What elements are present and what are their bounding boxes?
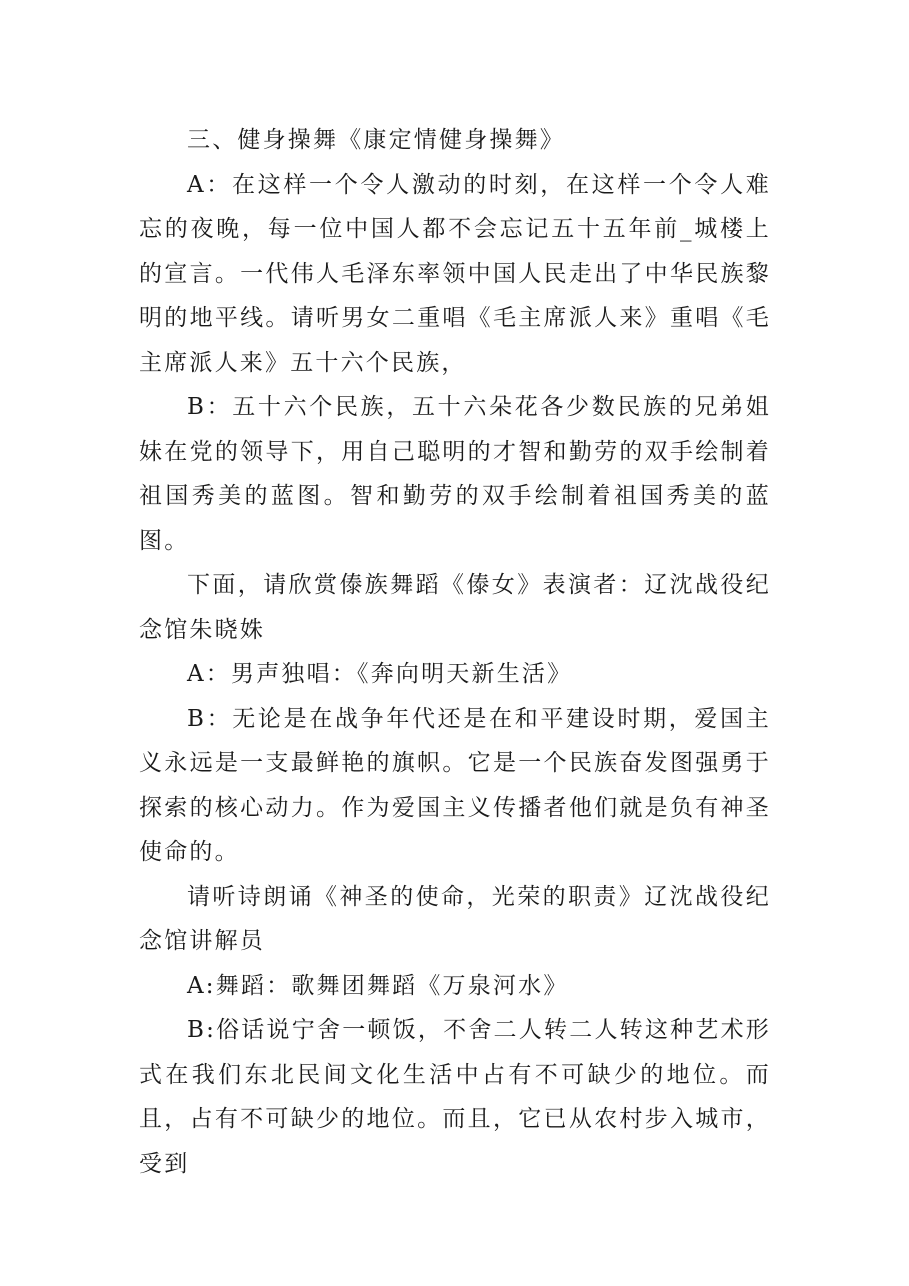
paragraph-host-a-intro: A：在这样一个令人激动的时刻，在这样一个令人难忘的夜晚，每一位中国人都不会忘记五十五年前_城楼上的宣言。一代伟人毛泽东率领中国人民走出了中华民族黎明的地平线。请听男女二重唱《毛主席派人来》重唱《毛主席派人来》五十六个民族， (139, 171, 771, 376)
paragraph-host-b-fifty-six-nations: B：五十六个民族，五十六朵花各少数民族的兄弟姐妹在党的领导下，用自己聪明的才智和勤劳的双手绘制着祖国秀美的蓝图。智和勤劳的双手绘制着祖国秀美的蓝图。 (139, 394, 771, 554)
paragraph-patriotism: B：无论是在战争年代还是在和平建设时期，爱国主义永远是一支最鲜艳的旗帜。它是一个民族奋发图强勇于探索的核心动力。作为爱国主义传播者他们就是负有神圣使命的。 (139, 705, 771, 865)
paragraph-dai-dance: 下面，请欣赏傣族舞蹈《傣女》表演者：辽沈战役纪念馆朱晓姝 (139, 572, 771, 643)
paragraph-section-heading: 三、健身操舞《康定情健身操舞》 (187, 127, 565, 153)
paragraph-wanquan-dance: A:舞蹈：歌舞团舞蹈《万泉河水》 (187, 972, 569, 999)
paragraph-poetry-recital: 请听诗朗诵《神圣的使命，光荣的职责》辽沈战役纪念馆讲解员 (139, 883, 771, 954)
paragraph-errenzhuan: B:俗话说宁舍一顿饭，不舍二人转二人转这种艺术形式在我们东北民间文化生活中占有不可缺少的地位。而且，占有不可缺少的地位。而且，它已从农村步入城市，受到 (139, 1017, 771, 1177)
paragraph-male-solo: A：男声独唱：《奔向明天新生活》 (187, 661, 573, 687)
document-body (139, 118, 771, 1186)
